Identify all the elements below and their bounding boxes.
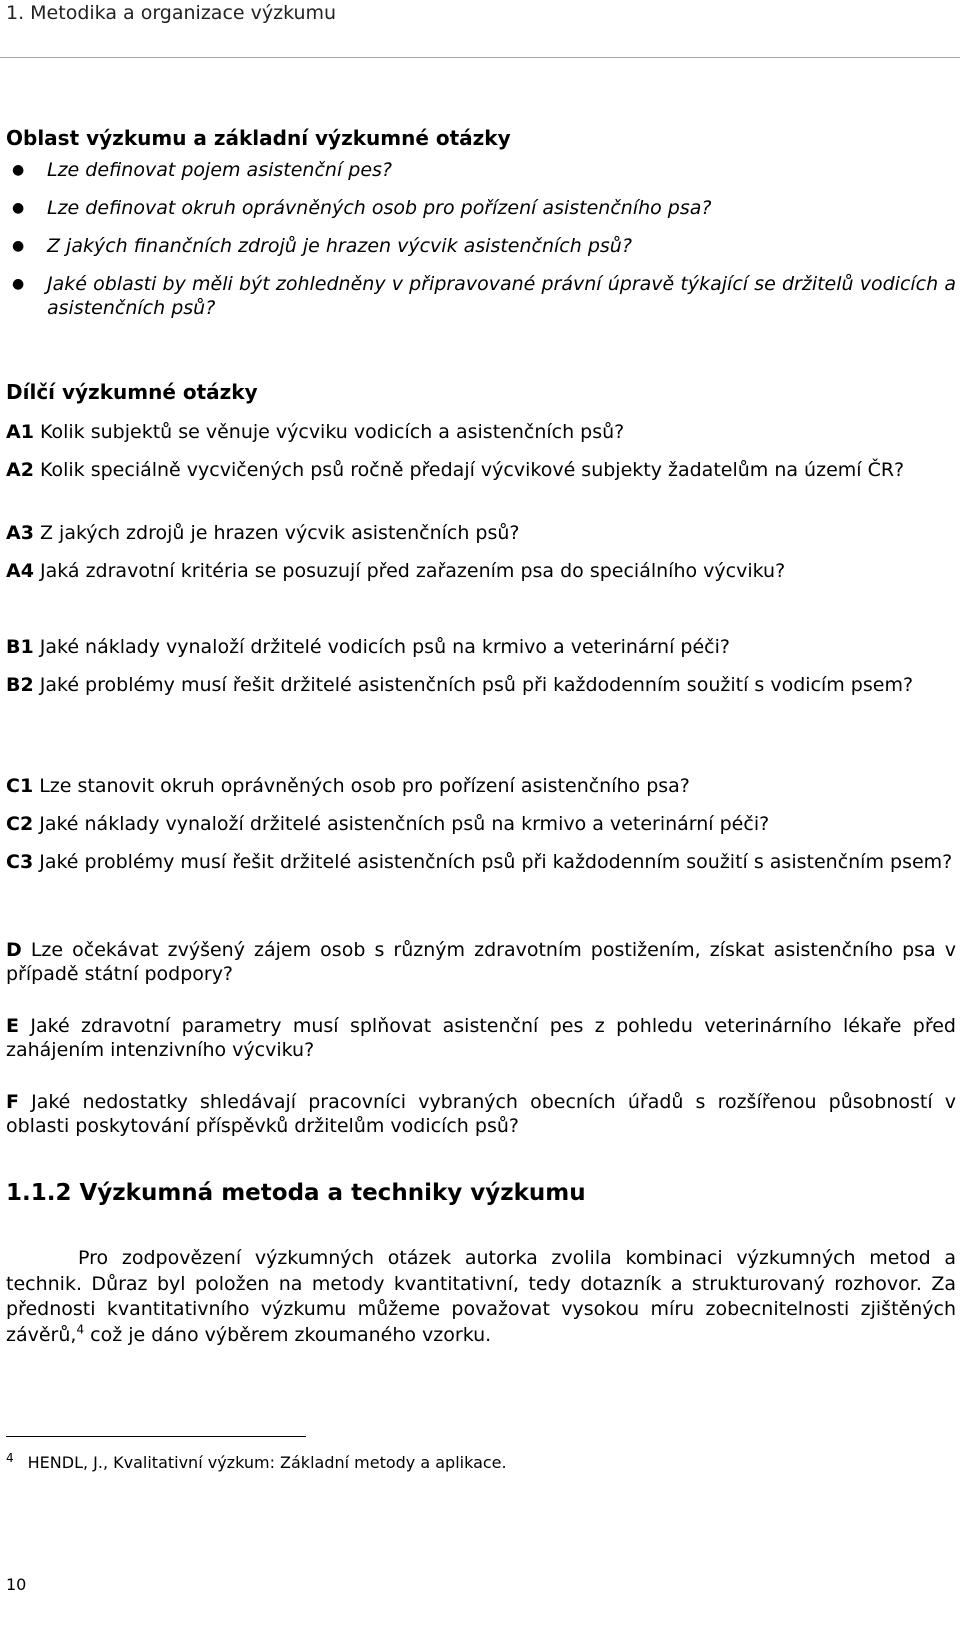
method-paragraph bbox=[6, 1246, 956, 1348]
partial-questions-section bbox=[6, 380, 956, 404]
footnote-text: HENDL, J., Kvalitativní výzkum: Základní metody a aplikace. bbox=[27, 1453, 507, 1472]
question-code: E bbox=[6, 1015, 19, 1037]
question-a3 bbox=[6, 521, 956, 545]
list-item-text: Lze definovat okruh oprávněných osob pro pořízení asistenčního psa? bbox=[47, 197, 712, 219]
question-code: C2 bbox=[6, 813, 34, 835]
question-a2 bbox=[6, 458, 956, 482]
question-b2 bbox=[6, 673, 956, 697]
question-text: Jaké náklady vynaloží držitelé asistenčních psů na krmivo a veterinární péči? bbox=[39, 813, 770, 835]
list-item bbox=[6, 196, 956, 220]
question-code: A2 bbox=[6, 459, 34, 481]
question-text: Kolik subjektů se věnuje výcviku vodicích a asistenčních psů? bbox=[39, 421, 625, 443]
bullet-icon: ● bbox=[12, 276, 25, 292]
paragraph-text-after-note: což je dáno výběrem zkoumaného vzorku. bbox=[84, 1323, 492, 1346]
question-text: Jaké náklady vynaloží držitelé vodicích psů na krmivo a veterinární péči? bbox=[39, 636, 730, 658]
method-heading: 1.1.2 Výzkumná metoda a techniky výzkumu bbox=[6, 1180, 586, 1206]
question-e bbox=[6, 1014, 956, 1062]
question-code: A3 bbox=[6, 522, 34, 544]
question-c2 bbox=[6, 812, 956, 836]
footnote-mark: 4 bbox=[6, 1451, 14, 1465]
question-c1 bbox=[6, 774, 956, 798]
question-text: Jaké zdravotní parametry musí splňovat asistenční pes z pohledu veterinárního lékaře před zahájením intenzivního výcviku? bbox=[6, 1015, 956, 1061]
question-code: A1 bbox=[6, 421, 34, 443]
running-header: 1. Metodika a organizace výzkumu bbox=[6, 2, 337, 24]
list-item bbox=[6, 272, 956, 320]
research-area-section bbox=[6, 126, 956, 320]
paragraph-text-before-note: Pro zodpovězení výzkumných otázek autorka zvolila kombinaci výzkumných metod a technik. Důraz byl položen na metody kvantitativní, tedy dotazník a strukturovaný rozhovor. Za přednosti kvantitativního výzkumu můžeme považovat vysokou míru zobecnitelnosti zjištěných závěrů, bbox=[6, 1247, 956, 1346]
bullet-icon: ● bbox=[12, 200, 25, 216]
question-code: B2 bbox=[6, 674, 34, 696]
question-code: C1 bbox=[6, 775, 34, 797]
footnote-reference: 4 bbox=[76, 1322, 85, 1337]
question-code: D bbox=[6, 939, 22, 961]
partial-questions-heading: Dílčí výzkumné otázky bbox=[6, 380, 258, 404]
question-c3 bbox=[6, 850, 956, 874]
question-b1 bbox=[6, 635, 956, 659]
bullet-icon: ● bbox=[12, 238, 25, 254]
question-text: Kolik speciálně vycvičených psů ročně předají výcvikové subjekty žadatelům na území ČR? bbox=[39, 459, 905, 481]
footnote bbox=[6, 1451, 507, 1472]
question-code: A4 bbox=[6, 560, 34, 582]
question-a1 bbox=[6, 420, 956, 444]
research-question-list bbox=[6, 158, 956, 320]
list-item bbox=[6, 158, 956, 182]
question-text: Lze stanovit okruh oprávněných osob pro pořízení asistenčního psa? bbox=[39, 775, 690, 797]
list-item-text: Z jakých finančních zdrojů je hrazen výcvik asistenčních psů? bbox=[47, 235, 632, 257]
question-text: Jaké problémy musí řešit držitelé asistenčních psů při každodenním soužití s asistenčním psem? bbox=[39, 851, 953, 873]
question-f bbox=[6, 1090, 956, 1138]
list-item-text: Lze definovat pojem asistenční pes? bbox=[47, 159, 392, 181]
list-item bbox=[6, 234, 956, 258]
bullet-icon: ● bbox=[12, 162, 25, 178]
question-text: Lze očekávat zvýšený zájem osob s různým zdravotním postižením, získat asistenčního psa v případě státní podpory? bbox=[6, 939, 956, 985]
list-item-text: Jaké oblasti by měli být zohledněny v připravované právní úpravě týkající se držitelů vodicích a asistenčních psů? bbox=[47, 273, 956, 319]
question-text: Z jakých zdrojů je hrazen výcvik asistenčních psů? bbox=[39, 522, 520, 544]
question-text: Jaké problémy musí řešit držitelé asistenčních psů při každodenním soužití s vodicím psem? bbox=[39, 674, 914, 696]
question-text: Jaká zdravotní kritéria se posuzují před zařazením psa do speciálního výcviku? bbox=[39, 560, 786, 582]
question-code: C3 bbox=[6, 851, 34, 873]
question-text: Jaké nedostatky shledávají pracovníci vybraných obecních úřadů s rozšířenou působností v oblasti poskytování příspěvků držitelům vodicích psů? bbox=[6, 1091, 956, 1137]
question-d bbox=[6, 938, 956, 986]
question-code: F bbox=[6, 1091, 19, 1113]
question-code: B1 bbox=[6, 636, 34, 658]
footnote-divider bbox=[6, 1436, 306, 1437]
header-divider bbox=[0, 57, 960, 58]
research-area-heading: Oblast výzkumu a základní výzkumné otázky bbox=[6, 126, 511, 150]
page-number: 10 bbox=[6, 1575, 27, 1594]
question-a4 bbox=[6, 559, 956, 583]
